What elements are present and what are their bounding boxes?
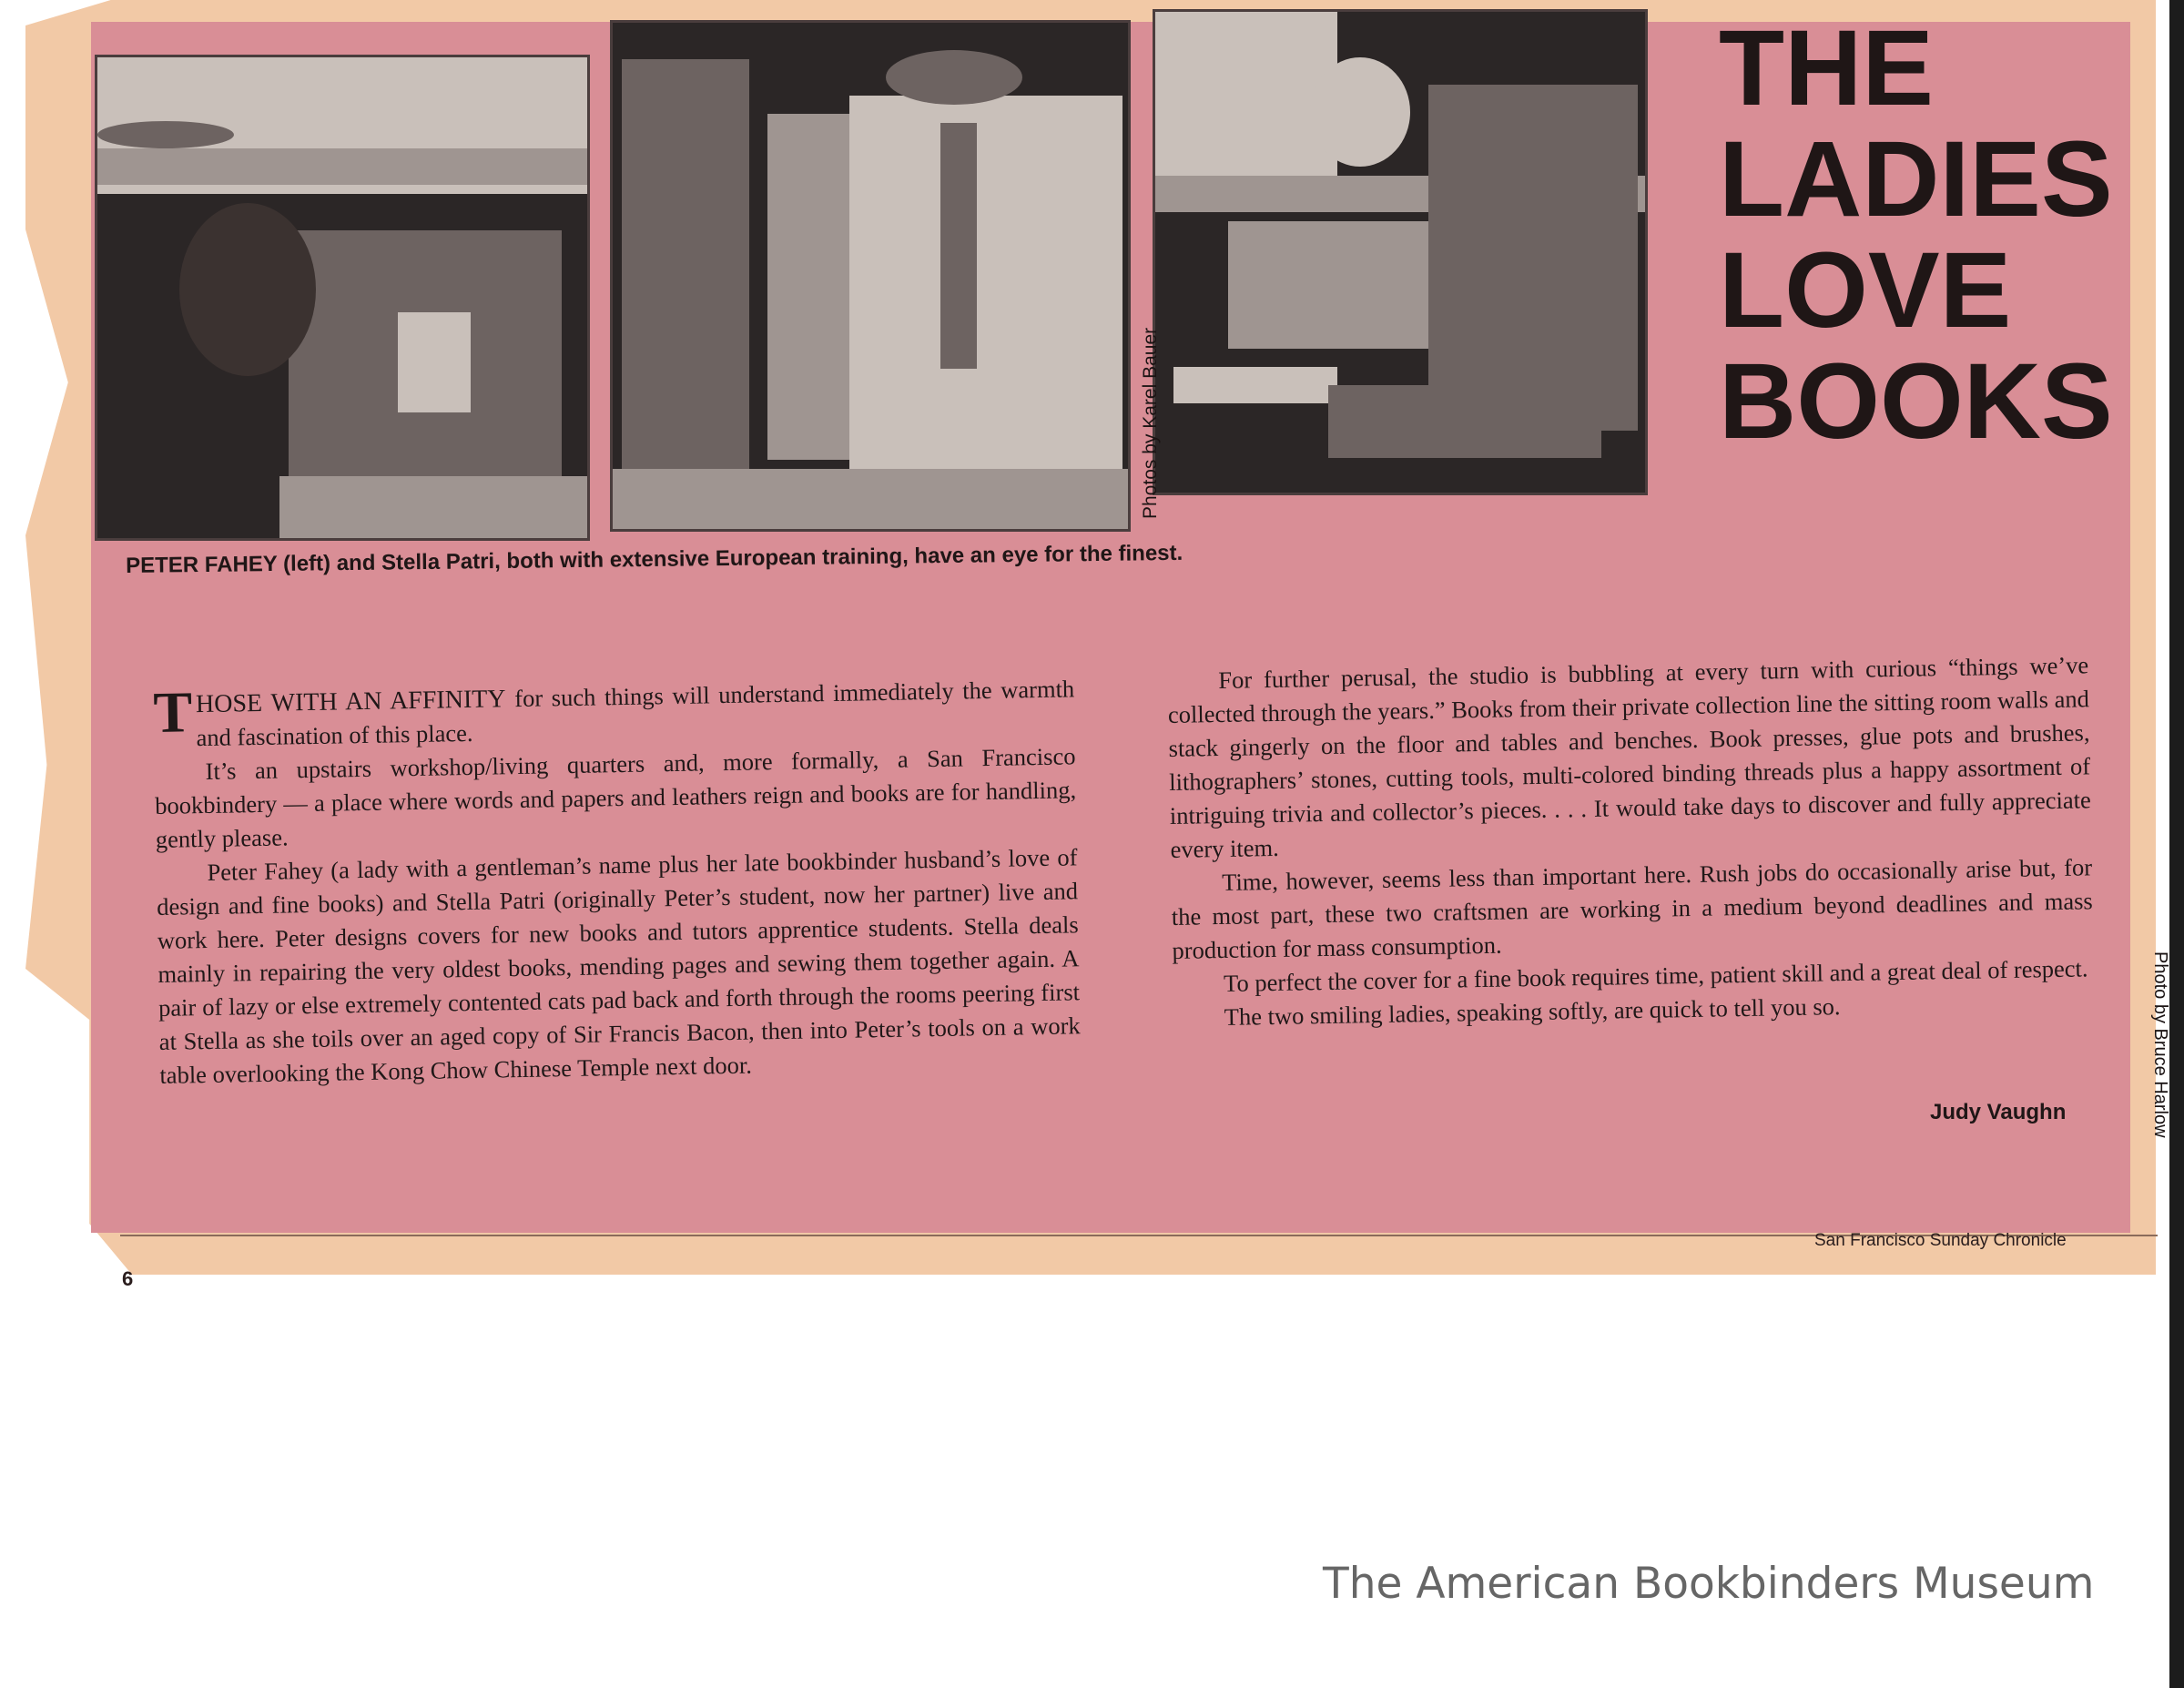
article-paragraph: Time, however, seems less than important here. Rush jobs do occasionally arise but, for the most part, these two craftsmen are working in a medium beyond deadlines and mass production for mass consumption. <box>1171 853 2093 964</box>
scan-edge <box>2169 0 2184 1688</box>
photo-bookbinding-tools <box>610 20 1131 532</box>
museum-watermark: The American Bookbinders Museum <box>1323 1559 2095 1609</box>
photo-caption: PETER FAHEY (left) and Stella Patri, both with extensive European training, have an eye for the finest. <box>126 540 1183 578</box>
headline-line: LADIES <box>1719 119 2113 239</box>
headline-line: THE <box>1719 8 1934 128</box>
article-paragraph: To perfect the cover for a fine book requires time, patient skill and a great deal of respect. <box>1223 954 2088 997</box>
page-number: 6 <box>122 1267 134 1290</box>
article-left-column <box>153 672 1082 1093</box>
article-paragraph: It’s an upstairs workshop/living quarters and, more formally, a San Francisco bookbindery — a place where words and papers and leathers reign and books are for handling, gently please. <box>154 742 1077 853</box>
lead-text: for such things will understand immediately the warmth and fascination of this place. <box>196 675 1075 752</box>
photo-peter-fahey <box>95 55 590 541</box>
photo-stella-patri <box>1153 9 1648 495</box>
drop-cap: T <box>152 679 193 745</box>
headline-line: BOOKS <box>1719 341 2113 462</box>
headline-line: LOVE <box>1719 230 2012 351</box>
article-right-column <box>1167 648 2095 1035</box>
article-paragraph: The two smiling ladies, speaking softly, are quick to tell you so. <box>1224 992 1841 1031</box>
article-paragraph: For further perusal, the studio is bubbling at every turn with curious “things we’ve collected through the years.” Books from their private collection line the sitting room walls and stack gingerly on the floor and tables and benches. Book presses, glue pots and brushes, lithographers’ stones, cutting tools, multi-colored binding threads plus a happy assortment of intriguing trivia and collector’s pieces. . . . It would take days to discover and fully appreciate every item. <box>1167 651 2092 863</box>
headline <box>1719 8 2138 462</box>
byline: Judy Vaughn <box>1930 1100 2067 1124</box>
publication-footer: San Francisco Sunday Chronicle <box>1814 1231 2067 1250</box>
lead-in: HOSE WITH AN AFFINITY <box>195 685 506 719</box>
side-photo-credit: Photo by Bruce Harlow <box>2150 951 2170 1138</box>
article-paragraph: Peter Fahey (a lady with a gentleman’s name plus her late bookbinder husband’s love of design and fine books) and Stella Patri (originally Peter’s student, now her partner) live and work here. Peter designs covers for new books and tutors apprentice students. Stella deals mainly in repairing the very oldest books, mending pages and sewing them together again. A pair of lazy or else extremely contented cats pad back and forth through the rooms peering first at Stella as she toils over an aged copy of Sir Francis Bacon, then into Peter’s tools on a work table overlooking the Kong Chow Chinese Temple next door. <box>156 843 1081 1089</box>
photo-credit: Photos by Karel Bauer <box>1140 327 1161 519</box>
